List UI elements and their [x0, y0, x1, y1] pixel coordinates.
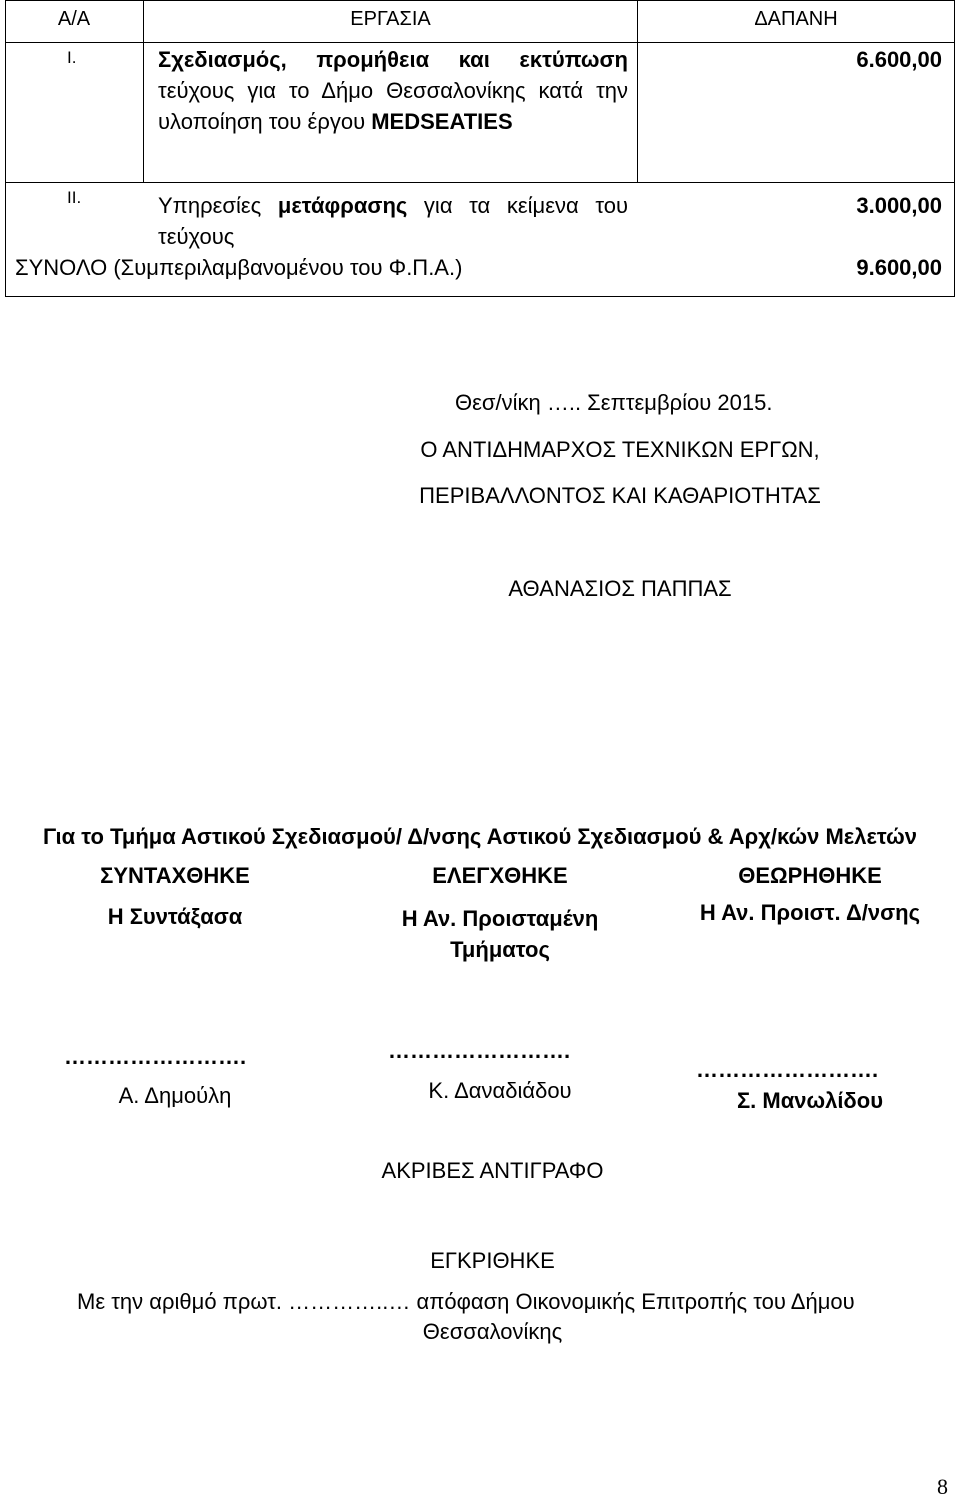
sig-3-name: Σ. Μανωλίδου [736, 1088, 884, 1113]
certified-copy: ΑΚΡΙΒΕΣ ΑΝΤΙΓΡΑΦΟ [381, 1158, 604, 1183]
sig-1-role: Η Συντάξασα [107, 904, 243, 929]
page-number: 8 [937, 1474, 948, 1499]
sig-2-role-line2: Τμήματος [450, 937, 550, 962]
row-2-task-line1-suffix: για τα κείμενα του [407, 193, 628, 218]
row-1-task-line3 [158, 106, 513, 137]
cost-table [5, 0, 955, 297]
sig-1-name: Α. Δημούλη [118, 1083, 232, 1108]
total-value: 9.600,00 [856, 255, 942, 280]
table-left-border [5, 0, 6, 297]
row-2-task-line1-bold: μετάφρασης [277, 193, 408, 218]
table-bottom-border [5, 296, 955, 297]
header-cost: ΔΑΠΑΝΗ [754, 8, 838, 30]
table-right-border [954, 0, 955, 297]
row-1-num: Ι. [67, 48, 77, 67]
row-divider [5, 182, 955, 183]
row-2-cost: 3.000,00 [856, 193, 942, 218]
sig-3-dots: ……………………. [696, 1057, 879, 1082]
deputy-mayor-name: ΑΘΑΝΑΣΙΟΣ ΠΑΠΠΑΣ [508, 576, 732, 601]
header-num: Α/Α [57, 8, 91, 30]
row-1-project-name: MEDSEATIES [371, 109, 513, 134]
sig-3-status: ΘΕΩΡΗΘΗΚΕ [738, 863, 882, 888]
row-2-task-line1-prefix: Υπηρεσίες [158, 193, 278, 218]
sig-2-status: ΕΛΕΓΧΘΗΚΕ [432, 863, 568, 888]
row-1-task-line2: τεύχους για το Δήμο Θεσσαλονίκης κατά την [158, 78, 628, 103]
place-date: Θεσ/νίκη ….. Σεπτεμβρίου 2015. [455, 390, 773, 415]
table-top-border [5, 0, 955, 1]
approved-heading: ΕΓΚΡΙΘΗΚΕ [430, 1248, 555, 1273]
sig-2-name: Κ. Δαναδιάδου [428, 1078, 572, 1103]
department-line: Για το Τμήμα Αστικού Σχεδιασμού/ Δ/νσης Αστικού Σχεδιασμού & Αρχ/κών Μελετών [43, 824, 917, 849]
approval-line1: Με την αριθμό πρωτ. …………..… απόφαση Οικονομικής Επιτροπής του Δήμου [77, 1289, 855, 1314]
sig-2-dots: ……………………. [388, 1038, 571, 1063]
row-2-num: ΙΙ. [67, 188, 82, 207]
deputy-mayor-title-line2: ΠΕΡΙΒΑΛΛΟΝΤΟΣ ΚΑΙ ΚΑΘΑΡΙΟΤΗΤΑΣ [419, 483, 821, 508]
row-1-cost: 6.600,00 [856, 47, 942, 72]
header-divider [5, 42, 955, 43]
row-1-task-line1: Σχεδιασμός, προμήθεια και εκτύπωση [158, 47, 628, 72]
sig-1-dots: ……………………. [64, 1044, 247, 1069]
header-task: ΕΡΓΑΣΙΑ [350, 8, 431, 30]
row-2-task-line1 [158, 190, 628, 221]
sig-3-role: Η Αν. Προιστ. Δ/νσης [699, 900, 921, 925]
sig-1-status: ΣΥΝΤΑΧΘΗΚΕ [100, 863, 250, 888]
row-2-task-line2: τεύχους [158, 224, 235, 249]
total-label: ΣΥΝΟΛΟ (Συμπεριλαμβανομένου του Φ.Π.Α.) [15, 255, 463, 280]
sig-2-role-line1: Η Αν. Προισταμένη [401, 906, 599, 931]
approval-line2: Θεσσαλονίκης [422, 1319, 563, 1344]
row-1-task-line3-prefix: υλοποίηση του έργου [158, 109, 372, 134]
deputy-mayor-title-line1: Ο ΑΝΤΙΔΗΜΑΡΧΟΣ ΤΕΧΝΙΚΩΝ ΕΡΓΩΝ, [420, 437, 820, 462]
